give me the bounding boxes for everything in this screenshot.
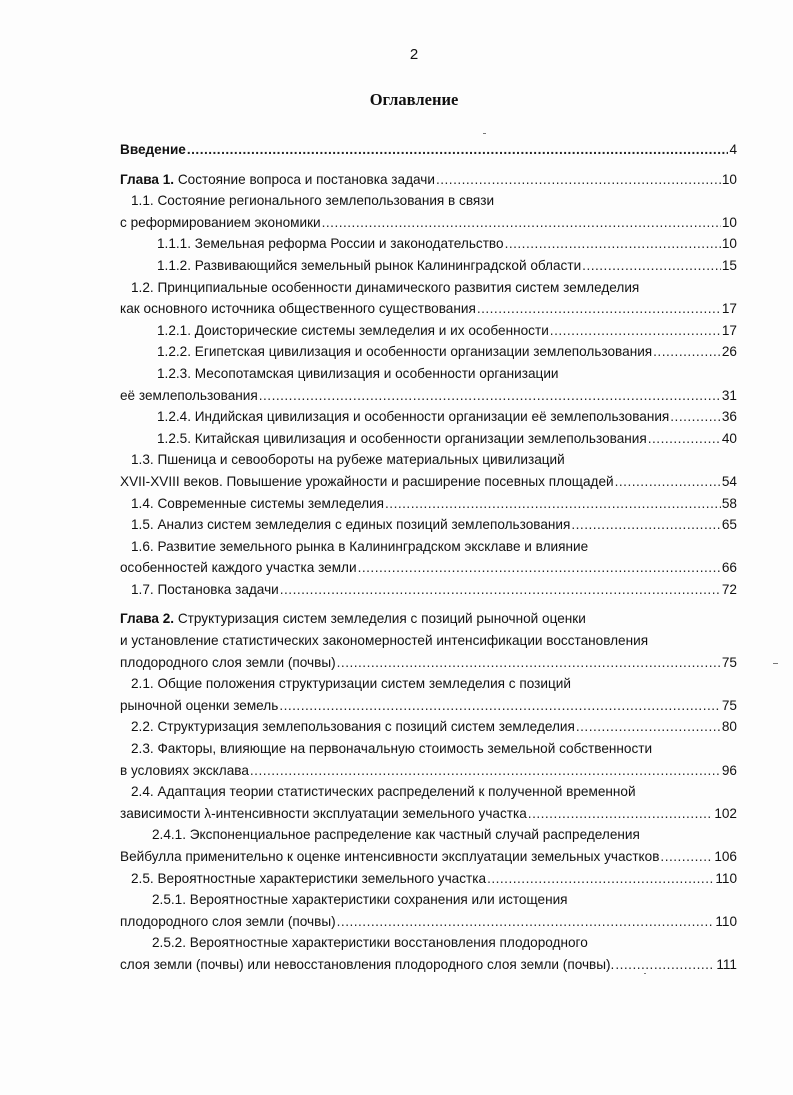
toc-entry-text: 1.1.2. Развивающийся земельный рынок Калининградской области	[157, 257, 582, 273]
toc-entry-text: слоя земли (почвы) или невосстановления плодородного слоя земли (почвы).	[120, 956, 615, 972]
dot-leader	[322, 212, 721, 234]
toc-entry-text: 2.5. Вероятностные характеристики земельного участка	[131, 870, 487, 886]
toc-page-number: 36	[721, 409, 737, 425]
toc-entry-text: 1.3. Пшеница и севообороты на рубеже материальных цивилизаций	[131, 452, 565, 468]
toc-page-number: 102	[714, 805, 737, 821]
toc-entry-text: 2.4. Адаптация теории статистических распределений к полученной временной	[131, 784, 636, 800]
toc-entry-text: 1.2.4. Индийская цивилизация и особенности организации её землепользования	[157, 409, 670, 425]
toc-entry-2-4-1[interactable]	[120, 824, 737, 846]
toc-entry-2-5-1[interactable]	[120, 889, 737, 911]
toc-entry-1-2-3[interactable]	[120, 363, 737, 385]
toc-entry-text: 2.4.1. Экспоненциальное распределение как частный случай распределения	[152, 827, 640, 843]
scan-speck	[644, 973, 646, 974]
toc-page-number: 106	[714, 849, 737, 864]
toc-page-number: 17	[721, 322, 737, 338]
toc-page-number: 80	[721, 719, 737, 735]
toc-entry-2-5[interactable]	[120, 868, 737, 890]
toc-entry-1-5[interactable]	[120, 514, 737, 536]
toc-entry-2-1-cont[interactable]	[120, 695, 737, 717]
dot-leader	[505, 233, 721, 255]
toc-entry-introduction[interactable]	[120, 139, 737, 161]
toc-entry-text: 1.6. Развитие земельного рынка в Калининградском эксклаве и влияние	[131, 538, 589, 554]
toc-entry-2-3[interactable]	[120, 738, 737, 760]
scan-speck	[773, 663, 778, 664]
toc-entry-1-2-cont[interactable]	[120, 298, 737, 320]
toc-entry-2-5-1-cont[interactable]	[120, 911, 737, 933]
toc-entry-chapter-2-cont2[interactable]	[120, 652, 737, 674]
toc-entry-text: её землепользования	[120, 387, 258, 403]
toc-page-number: 72	[721, 581, 737, 597]
dot-leader	[615, 471, 721, 493]
toc-entry-1-3[interactable]	[120, 449, 737, 471]
toc-entry-text: 1.4. Современные системы земледелия	[131, 495, 385, 511]
toc-entry-text: рыночной оценки земель	[120, 697, 279, 713]
toc-page-number: 10	[721, 214, 737, 230]
toc-entry-2-2[interactable]	[120, 716, 737, 738]
dot-leader	[670, 406, 721, 428]
toc-page-number: 15	[721, 257, 737, 273]
toc-entry-text: плодородного слоя земли (почвы)	[120, 654, 336, 670]
toc-page-number: 75	[721, 697, 737, 713]
toc-entry-text: 1.1. Состояние регионального землепользования в связи	[131, 193, 495, 209]
toc-entry-1-1[interactable]	[120, 190, 737, 212]
dot-leader	[337, 911, 715, 933]
toc-entry-1-1-cont[interactable]	[120, 212, 737, 234]
toc-entry-1-3-cont[interactable]	[120, 471, 737, 493]
toc-entry-2-1[interactable]	[120, 673, 737, 695]
dot-leader	[582, 255, 721, 277]
page-number: 2	[409, 46, 419, 63]
toc-entry-chapter-2-cont[interactable]	[120, 630, 737, 652]
toc-page-number: 110	[715, 913, 737, 929]
toc-entry-text: 2.1. Общие положения структуризации систем земледелия с позиций	[131, 676, 571, 692]
dot-leader	[358, 557, 721, 579]
toc-entry-1-6[interactable]	[120, 536, 737, 558]
toc-page-number: 96	[721, 762, 737, 778]
page-title: Оглавление	[369, 90, 459, 109]
toc-entry-1-1-2[interactable]	[120, 255, 737, 277]
toc-page-number: 10	[721, 171, 737, 187]
toc-page-number: 4	[729, 142, 737, 157]
dot-leader	[653, 341, 721, 363]
toc-entry-1-2-1[interactable]	[120, 320, 737, 342]
toc-page-number: 75	[721, 654, 737, 670]
dot-leader	[280, 579, 721, 601]
toc-page-number: 66	[721, 560, 737, 576]
toc-entry-1-1-1[interactable]	[120, 233, 737, 255]
toc-entry-1-2-3-cont[interactable]	[120, 385, 737, 407]
toc-entry-text: Состояние вопроса и постановка задачи	[174, 171, 435, 187]
dot-leader	[615, 954, 715, 976]
dot-leader	[477, 298, 721, 320]
toc-entry-2-3-cont[interactable]	[120, 760, 737, 782]
toc-page-number: 17	[721, 301, 737, 317]
toc-entry-text: 2.3. Факторы, влияющие на первоначальную стоимость земельной собственности	[131, 741, 653, 757]
dot-leader	[648, 428, 721, 450]
toc-page-number: 40	[721, 430, 737, 446]
toc-page-number: 54	[721, 473, 737, 489]
chapter-label: Глава 1.	[120, 171, 175, 187]
chapter-label: Глава 2.	[120, 611, 175, 627]
toc-entry-text: 1.1.1. Земельная реформа России и законодательство	[157, 236, 504, 252]
toc-entry-text: 1.2.5. Китайская цивилизация и особенности организации землепользования	[157, 430, 647, 446]
toc-entry-1-7[interactable]	[120, 579, 737, 601]
toc-page-number: 31	[721, 387, 737, 403]
toc-entry-2-4-cont[interactable]	[120, 803, 737, 825]
toc-entry-text: 1.2.1. Доисторические системы земледелия и их особенности	[157, 322, 549, 338]
dot-leader	[250, 760, 721, 782]
toc-entry-text: 2.5.1. Вероятностные характеристики сохранения или истощения	[152, 892, 568, 908]
dot-leader	[259, 385, 721, 407]
toc-entry-1-4[interactable]	[120, 493, 737, 515]
dot-leader	[550, 320, 721, 342]
dot-leader	[337, 652, 721, 674]
toc-entry-1-2-2[interactable]	[120, 341, 737, 363]
toc-entry-text: 1.2.3. Месопотамская цивилизация и особенности организации	[157, 365, 559, 381]
toc-entry-1-2-5[interactable]	[120, 428, 737, 450]
toc-entry-2-5-2[interactable]	[120, 932, 737, 954]
dot-leader	[279, 695, 721, 717]
toc-entry-1-2[interactable]	[120, 277, 737, 299]
dot-leader	[187, 139, 729, 161]
toc-page-number: 65	[721, 517, 737, 533]
toc-entry-text: как основного источника общественного существования	[120, 301, 476, 317]
toc-entry-2-4-1-cont[interactable]	[120, 846, 737, 868]
toc-page-number: 26	[721, 344, 737, 360]
dot-leader	[571, 514, 721, 536]
toc-entry-text: 1.2. Принципиальные особенности динамического развития систем земледелия	[131, 279, 640, 295]
toc-entry-text: 2.2. Структуризация землепользования с позиций систем земледелия	[131, 719, 575, 735]
toc-entry-1-2-4[interactable]	[120, 406, 737, 428]
toc-entry-chapter-2[interactable]	[120, 608, 737, 630]
toc-entry-text: зависимости λ-интенсивности эксплуатации земельного участка	[120, 805, 527, 821]
toc-page-number: 111	[716, 956, 737, 972]
toc-entry-text: и установление статистических закономерностей интенсификации восстановления	[120, 633, 649, 649]
table-of-contents	[120, 139, 737, 976]
scan-speck	[483, 133, 486, 134]
dot-leader	[385, 493, 721, 515]
dot-leader	[528, 803, 714, 825]
dot-leader	[576, 716, 721, 738]
toc-entry-text: Вейбулла применительно к оценке интенсивности эксплуатации земельных участков	[120, 849, 660, 864]
toc-entry-text: особенностей каждого участка земли	[120, 560, 357, 576]
toc-entry-text: 1.7. Постановка задачи	[131, 581, 279, 597]
toc-entry-chapter-1[interactable]	[120, 169, 737, 191]
toc-entry-2-4[interactable]	[120, 781, 737, 803]
toc-page-number: 110	[715, 870, 737, 886]
toc-page-number: 10	[721, 236, 737, 252]
toc-entry-1-6-cont[interactable]	[120, 557, 737, 579]
toc-entry-text: 1.5. Анализ систем земледелия с единых позиций землепользования	[131, 517, 571, 533]
toc-page-number: 58	[721, 495, 737, 511]
toc-entry-text: XVII-XVIII веков. Повышение урожайности и расширение посевных площадей	[120, 473, 614, 489]
dot-leader	[436, 169, 721, 191]
toc-entry-text: в условиях эксклава	[120, 762, 249, 778]
dot-leader	[660, 846, 713, 868]
toc-entry-text: с реформированием экономики	[120, 214, 321, 230]
toc-entry-text: 1.2.2. Египетская цивилизация и особенности организации землепользования	[157, 344, 653, 360]
dot-leader	[487, 868, 714, 890]
toc-entry-text: 2.5.2. Вероятностные характеристики восстановления плодородного	[152, 935, 588, 951]
toc-entry-text: Введение	[120, 142, 186, 157]
toc-entry-text: Структуризация систем земледелия с позиций рыночной оценки	[174, 611, 586, 627]
toc-entry-text: плодородного слоя земли (почвы)	[120, 913, 336, 929]
